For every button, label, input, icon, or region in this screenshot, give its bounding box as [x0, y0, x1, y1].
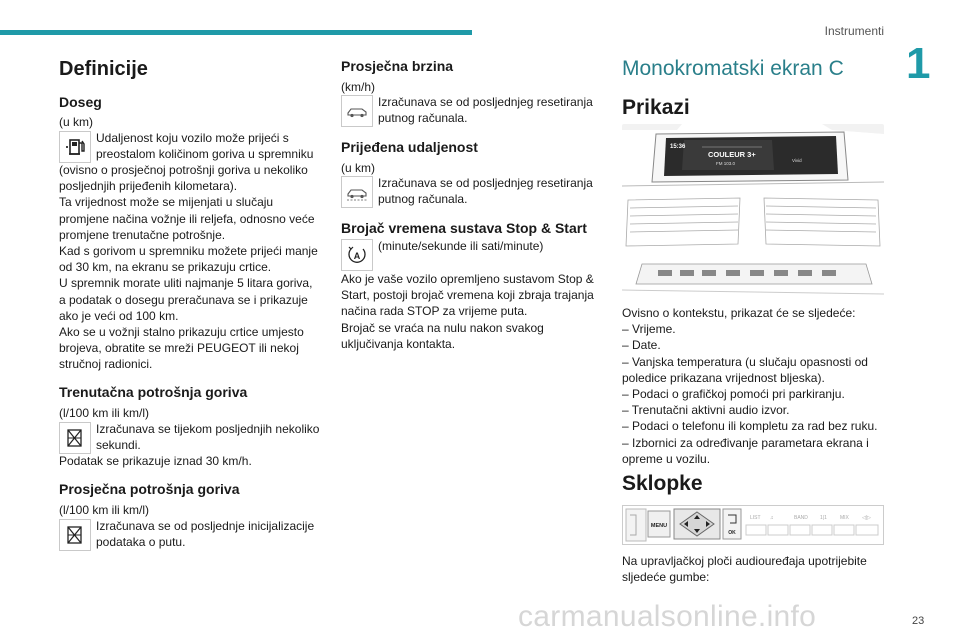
range-description	[59, 162, 334, 373]
ok-button-label: OK	[728, 530, 736, 536]
range-unit: (u km)	[59, 115, 93, 129]
stop-start-heading: Brojač vremena sustava Stop & Start	[341, 220, 587, 236]
instant-consumption-indent-text	[96, 421, 328, 453]
text-line: promjene trenutačne potrošnje.	[59, 227, 226, 242]
definitions-title: Definicije	[59, 58, 148, 80]
consumption-icon	[59, 422, 91, 454]
text-line: Ako se u vožnji stalno prikazuju crtice umjesto	[59, 325, 304, 340]
audio-control-label: ♫	[770, 515, 774, 521]
distance-heading: Prijeđena udaljenost	[341, 139, 478, 155]
text-line: sljedeće gumbe:	[622, 570, 710, 585]
monochrome-screen-title: Monokromatski ekran C	[622, 57, 844, 80]
car-speed-icon	[341, 95, 373, 127]
screen-small: Vivid	[792, 158, 802, 163]
switches-heading: Sklopke	[622, 472, 703, 495]
average-speed-indent-text	[378, 94, 608, 126]
text-line: U spremnik morate uliti najmanje 5 litara goriva,	[59, 276, 313, 291]
text-line: putnog računala.	[378, 192, 468, 207]
text-line: a podatak o dosegu preračunava se i prikazuje	[59, 292, 308, 307]
displays-intro: Ovisno o kontekstu, prikazat će se sljedeće:	[622, 306, 856, 320]
header-accent-bar	[0, 30, 472, 35]
audio-controls-illustration	[622, 505, 884, 545]
displays-list	[622, 305, 892, 467]
audio-control-label: BAND	[794, 515, 808, 521]
average-consumption-unit: (l/100 km ili km/l)	[59, 503, 150, 517]
audio-control-label: MIX	[840, 515, 849, 521]
text-line: posljednjih prijeđenih kilometara).	[59, 179, 238, 194]
stop-start-icon	[341, 239, 373, 271]
display-list-item: – Podaci o grafičkoj pomoći pri parkiranju.	[622, 387, 845, 402]
average-speed-unit: (km/h)	[341, 80, 375, 94]
distance-unit: (u km)	[341, 161, 375, 175]
instant-consumption-note: Podatak se prikazuje iznad 30 km/h.	[59, 454, 252, 468]
audio-control-label: LIST	[750, 515, 761, 521]
range-indent-line: preostalom količinom goriva u spremniku	[96, 147, 314, 162]
stop-start-description	[341, 271, 609, 352]
average-speed-heading: Prosječna brzina	[341, 58, 454, 74]
car-distance-icon	[341, 176, 373, 208]
menu-button-label: MENU	[650, 523, 668, 529]
fuel-pump-icon	[59, 131, 91, 163]
audio-control-label: 1|1	[820, 515, 827, 521]
screen-main: COULEUR 3+	[708, 150, 756, 159]
svg-text:A: A	[353, 251, 361, 261]
watermark: carmanualsonline.info	[518, 600, 817, 633]
display-list-item: opreme u vozilu.	[622, 451, 711, 466]
text-line: putnog računala.	[378, 111, 468, 126]
instant-consumption-heading: Trenutačna potrošnja goriva	[59, 384, 248, 400]
display-list-item: – Vanjska temperatura (u slučaju opasnosti od	[622, 354, 868, 369]
chapter-number: 1	[906, 39, 931, 88]
text-line: sekundi.	[96, 438, 141, 453]
range-indent-line: Udaljenost koju vozilo može prijeći s	[96, 131, 289, 145]
text-line: promjene načina vožnje ili reljefa, odnosno veće	[59, 211, 315, 226]
display-list-item: – Trenutačni aktivni audio izvor.	[622, 403, 790, 418]
display-list-item: – Vrijeme.	[622, 322, 676, 337]
text-line: Ta vrijednost može se mijenjati u slučaju	[59, 195, 274, 210]
text-line: Brojač se vraća na nulu nakon svakog	[341, 320, 544, 335]
text-line: uključivanja kontakta.	[341, 336, 456, 351]
text-line: načina rada STOP za vrijeme puta.	[341, 304, 528, 319]
stop-start-indent-text: (minute/sekunde ili sati/minute)	[378, 239, 544, 253]
text-line: podataka o putu.	[96, 535, 186, 550]
section-title: Instrumenti	[824, 24, 884, 38]
dashboard-screen-illustration	[622, 124, 884, 298]
text-line: Na upravljačkoj ploči audiouređaja upotrijebite	[622, 554, 867, 568]
text-line: Izračunava se tijekom posljednjih nekoliko	[96, 422, 320, 436]
text-line: Start, postoji brojač vremena koji zbraja trajanja	[341, 288, 594, 303]
display-list-item: – Izbornici za određivanje parametara ekrana i	[622, 435, 869, 450]
range-heading: Doseg	[59, 94, 102, 110]
consumption-icon	[59, 519, 91, 551]
displays-heading: Prikazi	[622, 96, 690, 119]
text-line: (ovisno o prosječnoj potrošnji goriva u nekoliko	[59, 163, 308, 177]
distance-indent-text	[378, 175, 608, 207]
text-line: Izračunava se od posljednjeg resetiranja	[378, 176, 593, 190]
audio-control-label: ◁|▷	[862, 515, 871, 521]
text-line: brojeva, obratite se mreži PEUGEOT ili nekoj	[59, 341, 299, 356]
display-list-item: – Date.	[622, 338, 661, 353]
range-indent-text	[96, 130, 326, 162]
display-list-item: poledice prikazana vrijednost bljeska).	[622, 370, 825, 385]
page-number: 23	[912, 615, 925, 627]
screen-time: 15:36	[670, 144, 686, 150]
text-line: Izračunava se od posljednjeg resetiranja	[378, 95, 593, 109]
text-line: Izračunava se od posljednje inicijalizacije	[96, 519, 315, 533]
text-line: Ako je vaše vozilo opremljeno sustavom Stop &	[341, 272, 594, 286]
switches-description	[622, 553, 892, 585]
instant-consumption-unit: (l/100 km ili km/l)	[59, 406, 150, 420]
text-line: od 30 km, na ekranu se prikazuju crtice.	[59, 260, 272, 275]
average-consumption-heading: Prosječna potrošnja goriva	[59, 481, 240, 497]
display-list-item: – Podaci o telefonu ili kompletu za rad bez ruku.	[622, 419, 878, 434]
text-line: ako je veći od 100 km.	[59, 308, 179, 323]
screen-sub: FM 103.0	[716, 161, 736, 166]
average-consumption-indent-text	[96, 518, 328, 550]
text-line: Kad s gorivom u spremniku možete prijeći manje	[59, 244, 318, 259]
text-line: stručnoj radionici.	[59, 357, 153, 372]
